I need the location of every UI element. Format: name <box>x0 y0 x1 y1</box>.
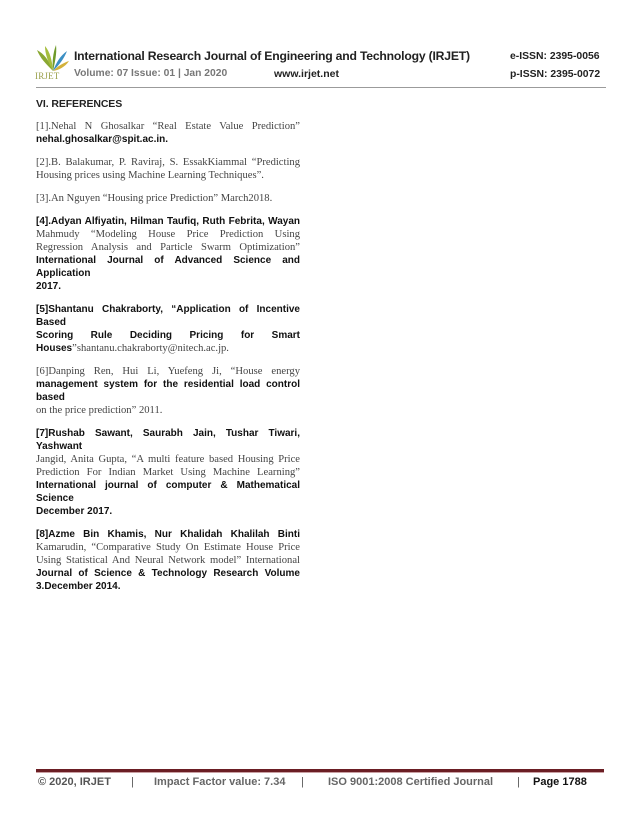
reference-line <box>36 329 300 342</box>
reference-text-bold: December 2017. <box>36 506 113 517</box>
reference-line <box>36 342 300 355</box>
reference-line <box>36 466 300 479</box>
reference-line <box>36 378 300 404</box>
leaf-logo-icon <box>36 44 70 72</box>
reference-text: [6]Danping Ren, Hui Li, Yuefeng Ji, “House energy <box>36 366 300 377</box>
reference-text: [2].B. Balakumar, P. Raviraj, S. EssakKiammal “Predicting <box>36 157 300 168</box>
volume-issue: Volume: 07 Issue: 01 | Jan 2020 <box>74 68 228 79</box>
reference-line <box>36 505 300 518</box>
reference-text-bold: Journal of Science & Technology Research Volume <box>36 568 300 579</box>
reference-text: Jangid, Anita Gupta, “A multi feature based Housing Price <box>36 454 300 465</box>
reference-text-bold: [7]Rushab Sawant, Saurabh Jain, Tushar Tiwari, Yashwant <box>36 428 300 452</box>
e-issn: e-ISSN: 2395-0056 <box>510 51 600 62</box>
logo-text: IRJET <box>35 71 60 81</box>
reference-text: Mahmudy “Modeling House Price Prediction Using <box>36 229 300 240</box>
reference-item <box>36 427 300 518</box>
header-divider <box>36 87 606 88</box>
footer-copyright: © 2020, IRJET <box>38 776 111 788</box>
reference-line <box>36 554 300 567</box>
reference-item <box>36 365 300 417</box>
reference-text: ”shantanu.chakraborty@nitech.ac.jp. <box>72 343 229 354</box>
reference-text-bold: [4].Adyan Alfiyatin, Hilman Taufiq, Ruth Febrita, Wayan <box>36 216 300 227</box>
footer-impact-factor: Impact Factor value: 7.34 <box>154 776 286 788</box>
reference-text: [3].An Nguyen “Housing price Prediction” March2018. <box>36 193 273 204</box>
reference-text-bold: 3.December 2014. <box>36 581 121 592</box>
reference-text: Using Statistical And Neural Network model” International <box>36 555 300 566</box>
footer-separator: | <box>131 776 134 788</box>
footer-separator: | <box>301 776 304 788</box>
reference-text-bold: International Journal of Advanced Science and Application <box>36 255 300 279</box>
reference-line <box>36 280 300 293</box>
reference-line <box>36 427 300 453</box>
journal-website: www.irjet.net <box>274 68 339 80</box>
reference-text-bold: Scoring Rule Deciding Pricing for Smart <box>36 330 300 341</box>
reference-text: on the price prediction” 2011. <box>36 405 163 416</box>
reference-line <box>36 254 300 280</box>
footer-divider-light <box>36 772 604 773</box>
reference-line <box>36 567 300 580</box>
reference-line <box>36 133 300 146</box>
reference-text-bold: Houses <box>36 343 73 354</box>
reference-line <box>36 228 300 241</box>
reference-line <box>36 192 300 205</box>
reference-item <box>36 303 300 355</box>
reference-text-bold: [5]Shantanu Chakraborty, “Application of Incentive Based <box>36 304 300 328</box>
reference-item <box>36 120 300 146</box>
references-column <box>36 98 300 603</box>
reference-line <box>36 580 300 593</box>
footer-iso: ISO 9001:2008 Certified Journal <box>328 776 494 788</box>
reference-text: Housing prices using Machine Learning Techniques”. <box>36 170 264 181</box>
page-footer <box>36 776 604 792</box>
reference-item <box>36 156 300 182</box>
reference-line <box>36 120 300 133</box>
reference-line <box>36 215 300 228</box>
reference-text-bold: 2017. <box>36 281 62 292</box>
reference-line <box>36 541 300 554</box>
section-heading: VI. REFERENCES <box>36 98 123 110</box>
reference-item <box>36 528 300 593</box>
reference-text: Prediction For Indian Market Using Machine Learning” <box>36 467 300 478</box>
reference-line <box>36 241 300 254</box>
reference-item <box>36 215 300 293</box>
references-list <box>36 120 300 593</box>
reference-line <box>36 365 300 378</box>
irjet-logo <box>34 44 70 82</box>
reference-line <box>36 453 300 466</box>
p-issn: p-ISSN: 2395-0072 <box>510 69 601 80</box>
reference-text: [1].Nehal N Ghosalkar “Real Estate Value Prediction” <box>36 121 300 132</box>
footer-page-number: Page 1788 <box>533 776 587 788</box>
journal-header <box>34 44 606 86</box>
reference-text-bold: nehal.ghosalkar@spit.ac.in. <box>36 134 169 145</box>
reference-text: Kamarudin, “Comparative Study On Estimate House Price <box>36 542 300 553</box>
reference-line <box>36 303 300 329</box>
reference-text-bold: management system for the residential load control based <box>36 379 300 403</box>
reference-line <box>36 404 300 417</box>
reference-text-bold: International journal of computer & Mathematical Science <box>36 480 300 504</box>
reference-line <box>36 528 300 541</box>
reference-line <box>36 156 300 169</box>
reference-text-bold: [8]Azme Bin Khamis, Nur Khalidah Khalilah Binti <box>36 529 300 540</box>
reference-line <box>36 169 300 182</box>
journal-title: International Research Journal of Engineering and Technology (IRJET) <box>74 49 470 63</box>
reference-text: Regression Analysis and Particle Swarm Optimization” <box>36 242 300 253</box>
reference-line <box>36 479 300 505</box>
reference-item <box>36 192 300 205</box>
footer-separator: | <box>517 776 520 788</box>
